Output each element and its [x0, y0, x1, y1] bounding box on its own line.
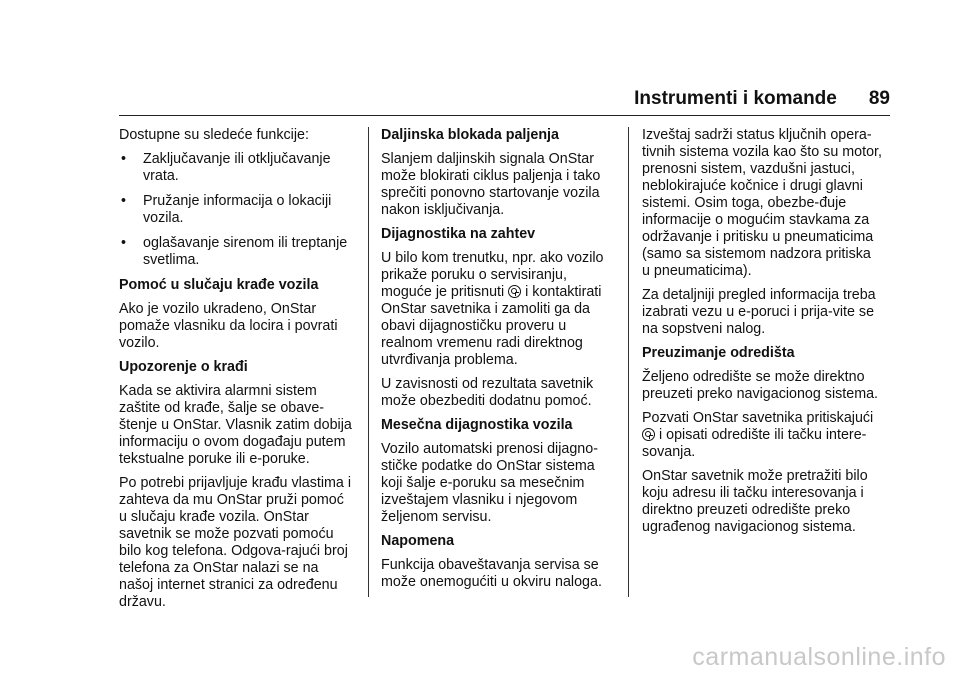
paragraph-text: i kontaktirati OnStar savetnika i zamoliti ga da obavi dijagnostičku proveru u realnom vremenu radi direktnog utvrđivanja problema.	[381, 284, 602, 368]
paragraph-text: U bilo kom trenutku, npr. ako vozilo prikaže poruku o servisiranju, moguće je pritisnuti	[381, 250, 604, 300]
heading-diagnostics-on-demand: Dijagnostika na zahtev	[381, 226, 536, 242]
paragraph-text: Pozvati OnStar savetnika pritiskajući	[642, 410, 874, 426]
heading-remote-ignition-block: Daljinska blokada paljenja	[381, 127, 559, 143]
paragraph: OnStar savetnik može pretražiti bilo koju adresu ili tačku interesovanja i direktno preuzeti odredište preko ugrađenog navigacionog sistema.	[642, 468, 868, 535]
heading-destination-download: Preuzimanje odredišta	[642, 345, 795, 361]
bullet-icon: •	[121, 193, 127, 209]
paragraph	[381, 250, 617, 369]
paragraph: Slanjem daljinskih signala OnStar može blokirati ciklus paljenja i tako sprečiti ponovno startovanje vozila nakon isključivanja.	[381, 151, 601, 218]
list-item	[119, 235, 355, 269]
list-item-text: Zaključavanje ili otključavanje vrata.	[143, 151, 331, 184]
features-intro: Dostupne su sledeće funkcije:	[119, 127, 309, 143]
column-1	[119, 127, 355, 618]
paragraph	[642, 410, 882, 461]
page-header	[0, 88, 890, 110]
heading-theft-alarm: Upozorenje o krađi	[119, 359, 248, 375]
features-list	[119, 151, 355, 269]
paragraph-text: i opisati odredište ili tačku intere-sovanja.	[642, 427, 867, 460]
watermark: carmanualsonline.info	[692, 643, 946, 671]
page-number: 89	[868, 88, 890, 109]
header-rule	[119, 115, 890, 116]
bullet-icon: •	[121, 151, 127, 167]
heading-theft-assist: Pomoć u slučaju krađe vozila	[119, 277, 319, 293]
heading-note: Napomena	[381, 533, 455, 549]
section-title: Instrumenti i komande	[634, 88, 837, 109]
onstar-voice-button-icon	[642, 428, 655, 441]
paragraph: Funkcija obaveštavanja servisa se može onemogućiti u okviru naloga.	[381, 557, 602, 590]
onstar-voice-button-icon	[508, 285, 521, 298]
paragraph: Kada se aktivira alarmni sistem zaštite od krađe, šalje se obave-štenje u OnStar. Vlasnik zatim dobija informaciju o ovom događaju putem tekstualne poruke ili e-poruke.	[119, 383, 352, 467]
list-item-text: oglašavanje sirenom ili treptanje svetlima.	[143, 235, 348, 268]
column-divider	[368, 127, 369, 597]
paragraph: Za detaljniji pregled informacija treba izabrati vezu u e-poruci i prija-vite se na sopstveni nalog.	[642, 287, 876, 337]
list-item	[119, 151, 355, 185]
column-2	[381, 127, 617, 598]
paragraph: U zavisnosti od rezultata savetnik može obezbediti dodatnu pomoć.	[381, 376, 594, 409]
bullet-icon: •	[121, 235, 127, 251]
paragraph: Ako je vozilo ukradeno, OnStar pomaže vlasniku da locira i povrati vozilo.	[119, 301, 338, 351]
paragraph: Željeno odredište se može direktno preuzeti preko navigacionog sistema.	[642, 369, 879, 402]
list-item-text: Pružanje informacija o lokaciji vozila.	[143, 193, 332, 226]
paragraph: Vozilo automatski prenosi dijagno-stičke podatke do OnStar sistema koji šalje e-poruku sa mesečnim izveštajem vlasniku i njegovom željenom servisu.	[381, 441, 598, 525]
column-divider	[628, 127, 629, 597]
paragraph: Izveštaj sadrži status ključnih opera-tivnih sistema vozila kao što su motor, prenosni sistem, vazdušni jastuci, neblokirajuće kočnice i drugi glavni sistemi. Osim toga, obezbe-đuje informacije o mogućim stavkama za održavanje i pritisku u pneumaticima (samo sa sistemom nadzora pritiska u pneumaticima).	[642, 127, 882, 279]
list-item	[119, 193, 355, 227]
paragraph: Po potrebi prijavljuje krađu vlastima i zahteva da mu OnStar pruži pomoć u slučaju krađe vozila. OnStar savetnik se može pozvati pomoću bilo kog telefona. Odgova-rajući broj telefona za OnStar nalazi se na našoj internet stranici za određenu državu.	[119, 475, 352, 610]
column-3	[642, 127, 882, 543]
heading-monthly-diagnostics: Mesečna dijagnostika vozila	[381, 417, 573, 433]
